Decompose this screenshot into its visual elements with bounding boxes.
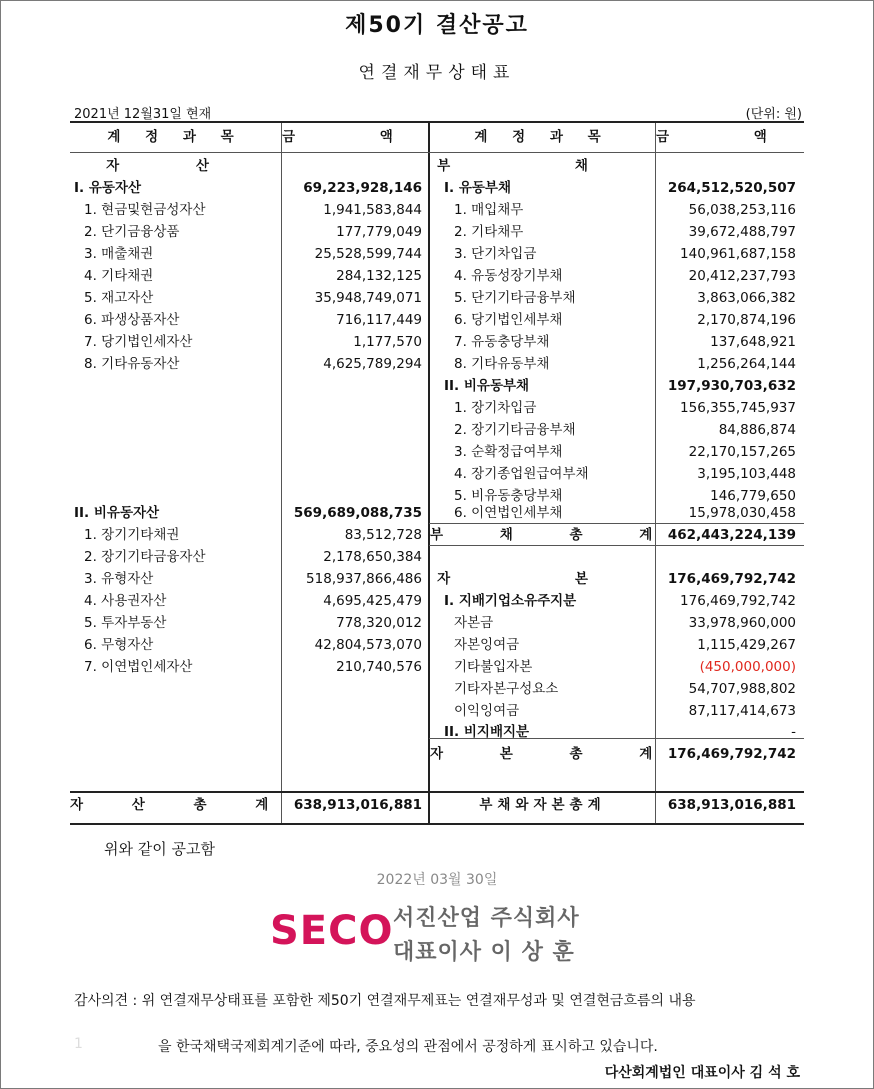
equity-item-amount-negative: (450,000,000) — [699, 659, 796, 675]
asset-item-label: 1. 장기기타채권 — [84, 527, 180, 543]
liability-item-label: 6. 이연법인세부채 — [454, 505, 563, 521]
liability-item-label: 7. 유동충당부채 — [454, 334, 550, 350]
assets-total-amount: 638,913,016,881 — [293, 797, 422, 813]
liability-item-label: 2. 기타채무 — [454, 224, 524, 240]
asset-item-label: 4. 사용권자산 — [84, 593, 167, 609]
equity-item-amount: 87,117,414,673 — [688, 703, 796, 719]
liability-item-amount: 20,412,237,793 — [688, 268, 796, 284]
current-assets-amount: 69,223,928,146 — [303, 180, 422, 196]
asset-item-amount: 284,132,125 — [336, 268, 422, 284]
liability-item-label: 3. 단기차입금 — [454, 246, 537, 262]
noncurrent-assets-label: II. 비유동자산 — [74, 505, 160, 521]
equity-section-label: 자 본 — [437, 571, 648, 587]
equity-total-label: 자 본 총 계 — [430, 746, 679, 762]
asset-item-label: 6. 무형자산 — [84, 637, 154, 653]
liability-item-amount: 3,863,066,382 — [697, 290, 796, 306]
audit-marker: 1 — [74, 1036, 83, 1052]
asset-item-label: 6. 파생상품자산 — [84, 312, 180, 328]
equity-item-label: 이익잉여금 — [454, 703, 520, 719]
noncurrent-liabilities-label: II. 비유동부채 — [444, 378, 530, 394]
asset-item-amount: 177,779,049 — [336, 224, 422, 240]
noncontrolling-interest-label: II. 비지배지분 — [444, 724, 530, 740]
equity-item-amount: 1,115,429,267 — [697, 637, 796, 653]
grand-total-amount: 638,913,016,881 — [667, 797, 796, 813]
liability-item-label: 5. 비유동충당부채 — [454, 488, 563, 504]
header-account-left: 계 정 과 목 — [107, 129, 244, 145]
asset-item-amount: 2,178,650,384 — [323, 549, 422, 565]
asset-item-amount: 35,948,749,071 — [314, 290, 422, 306]
liability-item-amount: 146,779,650 — [710, 488, 796, 504]
liability-item-label: 1. 장기차입금 — [454, 400, 537, 416]
controlling-interest-amount: 176,469,792,742 — [680, 593, 796, 609]
header-amount-right: 금 액 — [656, 129, 807, 145]
liability-item-label: 4. 유동성장기부채 — [454, 268, 563, 284]
asset-item-label: 4. 기타채권 — [84, 268, 154, 284]
current-liabilities-label: I. 유동부채 — [444, 180, 512, 196]
publication-date: 2022년 03월 30일 — [376, 872, 498, 888]
asset-item-amount: 1,941,583,844 — [323, 202, 422, 218]
auditor-signature: 다산회계법인 대표이사 김 석 호 — [604, 1065, 800, 1081]
asset-item-amount: 716,117,449 — [336, 312, 422, 328]
page-title: 제50기 결산공고 — [345, 13, 529, 38]
liability-item-amount: 140,961,687,158 — [680, 246, 796, 262]
seco-logo: SECO — [270, 908, 394, 954]
balance-sheet-table — [70, 121, 807, 825]
assets-total-label: 자 산 총 계 — [70, 797, 291, 813]
page-subtitle: 연결재무상태표 — [358, 63, 516, 83]
asset-item-amount: 83,512,728 — [344, 527, 422, 543]
header-amount-left: 금 액 — [282, 129, 433, 145]
liability-item-label: 4. 장기종업원급여부채 — [454, 466, 589, 482]
unit-label: (단위: 원) — [745, 107, 802, 122]
asset-item-label: 2. 단기금융상품 — [84, 224, 180, 240]
controlling-interest-label: I. 지배기업소유주지분 — [444, 593, 577, 609]
asset-item-label: 7. 이연법인세자산 — [84, 659, 193, 675]
company-name: 서진산업 주식회사 — [393, 906, 580, 931]
liabilities-total-label: 부 채 총 계 — [430, 527, 679, 543]
liability-item-amount: 137,648,921 — [710, 334, 796, 350]
header-account-right: 계 정 과 목 — [474, 129, 611, 145]
asset-item-label: 3. 매출채권 — [84, 246, 154, 262]
equity-item-label: 자본잉여금 — [454, 637, 520, 653]
notice-text: 위와 같이 공고함 — [104, 840, 215, 858]
asset-item-label: 5. 투자부동산 — [84, 615, 167, 631]
asset-item-label: 7. 당기법인세자산 — [84, 334, 193, 350]
liability-item-label: 1. 매입채무 — [454, 202, 524, 218]
noncurrent-liabilities-amount: 197,930,703,632 — [667, 378, 796, 394]
audit-opinion-line1: 감사의견 : 위 연결재무상태표를 포함한 제50기 연결재무제표는 연결재무성과 및 연결현금흐름의 내용 — [74, 993, 696, 1009]
report-date: 2021년 12월31일 현재 — [74, 107, 212, 122]
liability-item-label: 2. 장기기타금융부채 — [454, 422, 576, 438]
noncontrolling-interest-amount: - — [791, 724, 796, 740]
equity-item-amount: 33,978,960,000 — [688, 615, 796, 631]
center-divider — [428, 123, 430, 823]
liability-item-label: 5. 단기기타금융부채 — [454, 290, 576, 306]
asset-item-label: 2. 장기기타금융자산 — [84, 549, 206, 565]
equity-total-amount: 176,469,792,742 — [667, 746, 796, 762]
assets-section-label: 자 산 — [106, 158, 245, 174]
liability-item-amount: 2,170,874,196 — [697, 312, 796, 328]
equity-item-label: 기타불입자본 — [454, 659, 533, 675]
liabilities-total-amount: 462,443,224,139 — [667, 527, 796, 543]
asset-item-amount: 4,625,789,294 — [323, 356, 422, 372]
liability-item-label: 6. 당기법인세부채 — [454, 312, 563, 328]
asset-item-amount: 4,695,425,479 — [323, 593, 422, 609]
asset-item-label: 5. 재고자산 — [84, 290, 154, 306]
liability-item-label: 3. 순확정급여부채 — [454, 444, 563, 460]
asset-item-label: 8. 기타유동자산 — [84, 356, 180, 372]
liabilities-section-label: 부 채 — [437, 158, 648, 174]
header-rule — [70, 152, 804, 153]
liability-item-amount: 15,978,030,458 — [688, 505, 796, 521]
grand-total-rule — [70, 791, 804, 793]
liability-item-amount: 22,170,157,265 — [688, 444, 796, 460]
liability-item-label: 8. 기타유동부채 — [454, 356, 550, 372]
liability-item-amount: 3,195,103,448 — [697, 466, 796, 482]
equity-item-label: 기타자본구성요소 — [454, 681, 559, 697]
asset-item-amount: 518,937,866,486 — [306, 571, 422, 587]
asset-item-amount: 25,528,599,744 — [314, 246, 422, 262]
equity-item-amount: 54,707,988,802 — [688, 681, 796, 697]
asset-item-amount: 778,320,012 — [336, 615, 422, 631]
equity-item-label: 자본금 — [454, 615, 494, 631]
liability-item-amount: 156,355,745,937 — [680, 400, 796, 416]
asset-item-label: 3. 유형자산 — [84, 571, 154, 587]
noncurrent-assets-amount: 569,689,088,735 — [293, 505, 422, 521]
asset-item-amount: 210,740,576 — [336, 659, 422, 675]
current-assets-label: I. 유동자산 — [74, 180, 142, 196]
grand-total-label: 부채와자본총계 — [479, 797, 606, 813]
asset-item-amount: 42,804,573,070 — [314, 637, 422, 653]
liability-item-amount: 56,038,253,116 — [688, 202, 796, 218]
audit-opinion-line2: 을 한국채택국제회계기준에 따라, 중요성의 관점에서 공정하게 표시하고 있습니다. — [158, 1039, 658, 1055]
liability-item-amount: 84,886,874 — [718, 422, 796, 438]
liability-item-amount: 1,256,264,144 — [697, 356, 796, 372]
representative-name: 대표이사 이 상 훈 — [393, 940, 575, 965]
liability-item-amount: 39,672,488,797 — [688, 224, 796, 240]
current-liabilities-amount: 264,512,520,507 — [667, 180, 796, 196]
asset-item-amount: 1,177,570 — [353, 334, 422, 350]
asset-item-label: 1. 현금및현금성자산 — [84, 202, 206, 218]
equity-section-amount: 176,469,792,742 — [667, 571, 796, 587]
